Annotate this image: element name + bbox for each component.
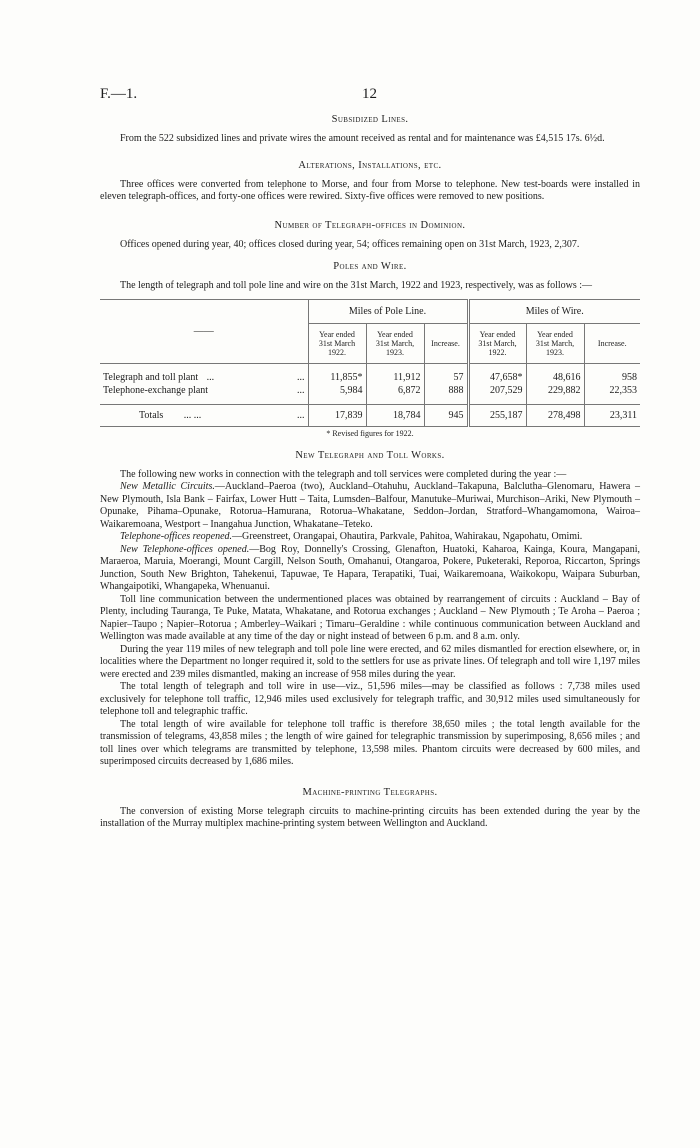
table-cell: 958: [584, 363, 640, 384]
column-header-pole-1922: Year ended 31st March 1922.: [308, 323, 366, 363]
table-cell: 229,882: [526, 384, 584, 405]
table-totals-row: [100, 404, 640, 426]
paragraph-machine-printing: The conversion of existing Morse telegraph circuits to machine-printing circuits has been extended during the year by the installation of the Murray multiplex machine-printing system between Wellington and Auckland.: [100, 805, 640, 829]
table-cell: 888: [424, 384, 468, 405]
column-header-pole-1923: Year ended 31st March, 1923.: [366, 323, 424, 363]
row-label: Telephone-exchange plant: [103, 384, 209, 396]
table-stub-header: ——: [100, 299, 308, 363]
table-cell: 18,784: [366, 404, 424, 426]
table-cell: 11,912: [366, 363, 424, 384]
group-header-wire: Miles of Wire.: [468, 299, 640, 323]
section-title-poles-wire: Poles and Wire.: [333, 261, 407, 272]
table-cell: 207,529: [468, 384, 526, 405]
table-cell: 6,872: [366, 384, 424, 405]
table-footnote: * Revised figures for 1922.: [326, 428, 414, 438]
paragraph-poles-wire: The length of telegraph and toll pole line and wire on the 31st March, 1922 and 1923, respectively, was as follows :—: [120, 280, 593, 291]
paragraph-new-works-intro: The following new works in connection with the telegraph and toll services were completed during the year :—: [120, 468, 567, 480]
table-cell: 945: [424, 404, 468, 426]
table-cell: 17,839: [308, 404, 366, 426]
paragraph-offices-opened: New Telephone-offices opened.—Bog Roy, Donnelly's Crossing, Glenafton, Huatoki, Kaharoa, Kainga, Koura, Mangapani, Maraeroa, Maruia, Moerangi, Mount Cargill, Nelson South, Omahanui, Otangaroa, Pokere, Puketeraki, Reporoa, Riccarton, Springs Junction, South New Brighton, Tahekenui, Tapuwae, Te Hapara, Terapatiki, Tuai, Waikaremoana, Waikokopu, Waipara Suburban, Whangaipotiki, Whangapeka, Whenuanui.: [100, 543, 640, 592]
metallic-circuits-label: New Metallic Circuits.: [120, 481, 215, 492]
section-title-alterations: Alterations, Installations, etc.: [298, 159, 442, 171]
table-row: [100, 363, 640, 384]
section-title-subsidized-lines: Subsidized Lines.: [331, 114, 409, 125]
table-row: [100, 384, 640, 405]
group-header-pole-line: Miles of Pole Line.: [308, 299, 468, 323]
paragraph-alterations: Three offices were converted from telephone to Morse, and four from Morse to telephone. New test-boards were installed in eleven telegraph-offices, and forty-one offices were rewired. Sixty-five offices were removed to new positions.: [100, 178, 640, 202]
column-header-wire-increase: Increase.: [584, 323, 640, 363]
table-cell: 278,498: [526, 404, 584, 426]
column-header-pole-increase: Increase.: [424, 323, 468, 363]
row-label-cell: Telegraph and toll plant ... ...: [103, 371, 305, 383]
table-cell: 22,353: [584, 384, 640, 405]
section-title-machine-printing: Machine-printing Telegraphs.: [302, 786, 438, 798]
table-cell: 255,187: [468, 404, 526, 426]
column-header-wire-1922: Year ended 31st March, 1922.: [468, 323, 526, 363]
paragraph-wire-classification: The total length of telegraph and toll wire in use—viz., 51,596 miles—may be classified as follows : 7,738 miles used exclusively for telephone toll traffic, 12,946 miles used exclusively for telegraph traffic, and 30,912 miles used simultaneously for telephone toll and telegraphic traffic.: [100, 681, 640, 717]
table-cell: 47,658*: [468, 363, 526, 384]
paragraph-wire-availability: The total length of wire available for telephone toll traffic is therefore 38,650 miles ; the total length available for the transmission of telegrams, 43,858 miles ; the length of wire gained for telegraphic transmission by superimposing, 8,656 miles ; and toll lines over which telegrams are transmitted by telephone, 13,598 miles. Phantom circuits were decreased by 600 miles, and superimposed circuits decreased by 1,686 miles.: [100, 718, 640, 767]
row-label-cell: Telephone-exchange plant ...: [103, 384, 305, 396]
table-cell: 23,311: [584, 404, 640, 426]
table-cell: 5,984: [308, 384, 366, 405]
document-page: [100, 86, 640, 831]
column-header-wire-1923: Year ended 31st March, 1923.: [526, 323, 584, 363]
totals-label: Totals: [139, 409, 164, 421]
table-cell: 11,855*: [308, 363, 366, 384]
report-reference: F.—1.: [100, 86, 138, 102]
table-cell: 48,616: [526, 363, 584, 384]
table-cell: 57: [424, 363, 468, 384]
row-label: Telegraph and toll plant: [103, 371, 199, 383]
paragraph-offices-number: Offices opened during year, 40; offices closed during year, 54; offices remaining open on 31st March, 1923, 2,307.: [120, 238, 580, 250]
page-number: 12: [362, 86, 377, 102]
offices-reopened-label: Telephone-offices reopened.: [120, 531, 233, 542]
paragraph-offices-reopened: Telephone-offices reopened.—Greenstreet, Orangapai, Ohautira, Parkvale, Pahitoa, Wahirakau, Ngapohatu, Omimi.: [120, 531, 583, 542]
section-title-offices-number: Number of Telegraph-offices in Dominion.: [274, 219, 466, 231]
paragraph-subsidized-lines: From the 522 subsidized lines and private wires the amount received as rental and for maintenance was £4,515 17s. 6½d.: [120, 133, 605, 144]
paragraph-pole-line-changes: During the year 119 miles of new telegraph and toll pole line were erected, and 62 miles dismantled for erection elsewhere, or, in localities where the Department no longer required it, sold to the settlers for use as private lines. Of telegraph and toll wire 1,197 miles were erected and 239 miles dismantled, making an increase of 958 miles during the year.: [100, 643, 640, 680]
paragraph-metallic-circuits: New Metallic Circuits.—Auckland–Paeroa (two), Auckland–Otahuhu, Auckland–Takapuna, Balclutha–Glenomaru, Hawera – New Plymouth, Isla Bank – Fairfax, Lower Hutt – Taita, Lumsden–Balfour, Manutuke–Muriwai, Murchison–Ariki, New Plymouth – Opunake, Pihama–Opunake, Rotorua–Hamurana, Rotorua–Whakatane, Seddon–Jordan, Stratford–Whangamomona, Wairoa–Waikaremoana, Westport – Inangahua Junction, Whakatane–Teteko.: [100, 481, 640, 530]
offices-opened-label: New Telephone-offices opened.: [120, 543, 250, 555]
section-title-new-works: New Telegraph and Toll Works.: [295, 449, 445, 461]
poles-wire-table: [100, 299, 640, 427]
row-label-cell: Totals ... ... ...: [100, 404, 308, 426]
paragraph-toll-communication: Toll line communication between the undermentioned places was obtained by rearrangement of circuits : Auckland – Bay of Plenty, including Tauranga, Te Puke, Matata, Whakatane, and Rotorua exchanges ; Auckland – New Plymouth ; Te Aroha – Paeroa ; Napier–Taupo ; Napier–Rotorua ; Amberley–Waikari ; Timaru–Geraldine : while continuous communication between Auckland and Wellington was made available at any time of the day or night instead of between 6 p.m. and 8 a.m. only.: [100, 593, 640, 642]
page-header: [100, 86, 640, 108]
